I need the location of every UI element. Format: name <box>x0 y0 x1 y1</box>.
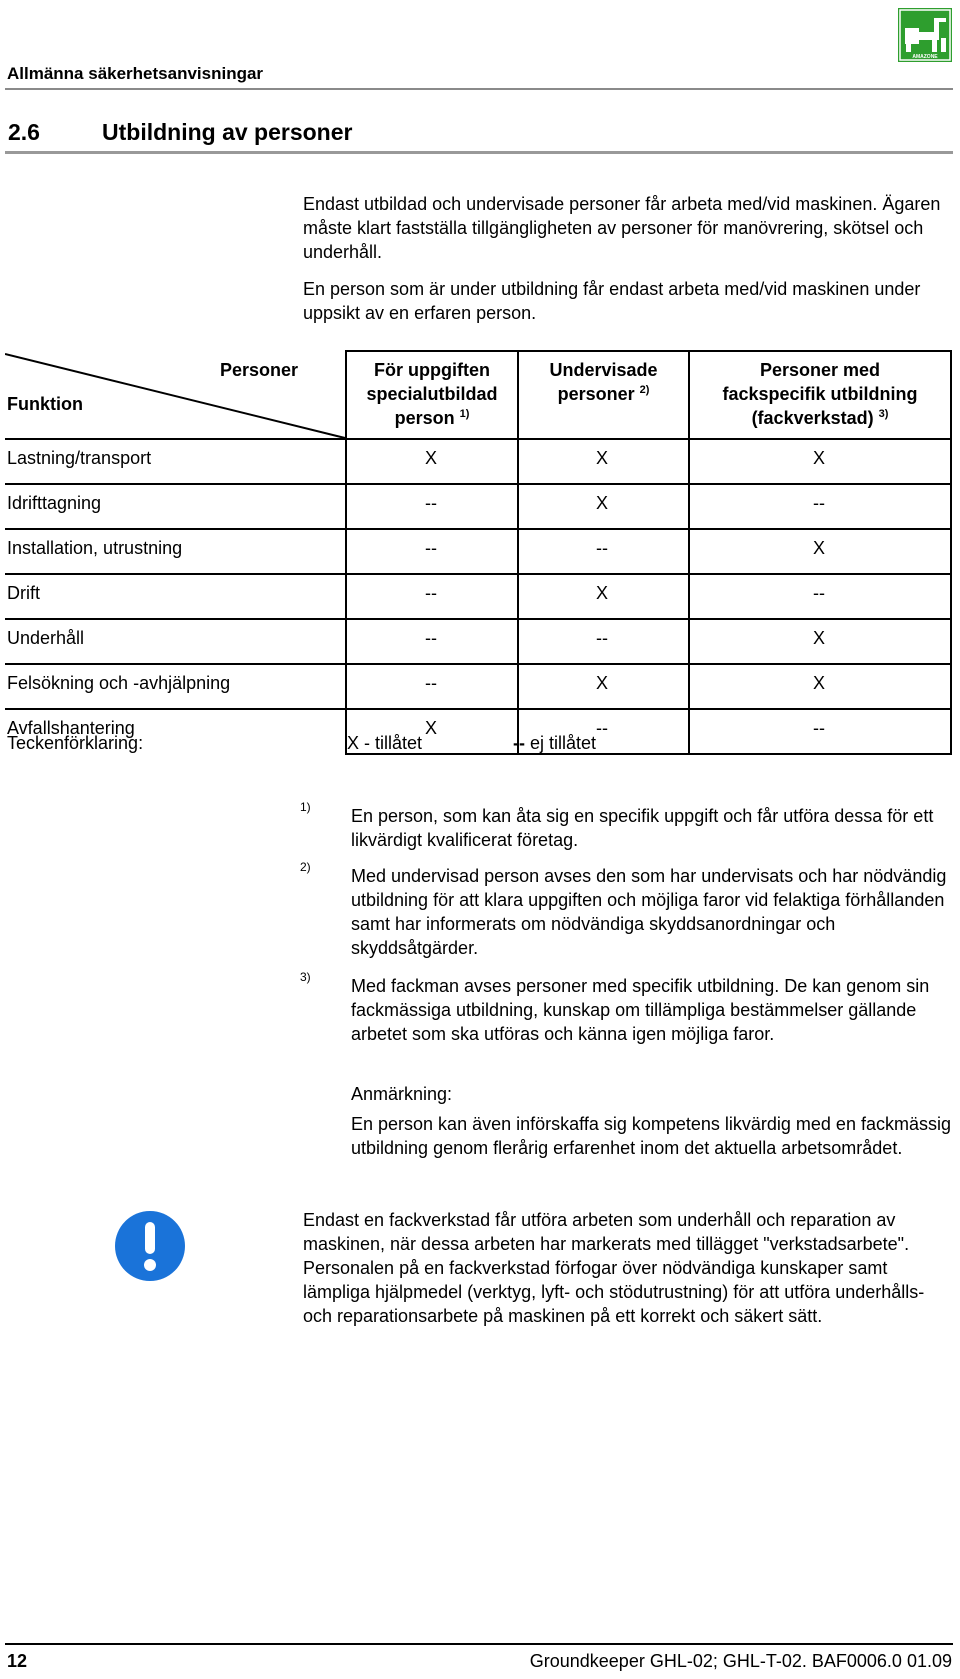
intro-paragraph-2: En person som är under utbildning får endast arbeta med/vid maskinen under uppsikt av en erfaren person. <box>303 279 921 323</box>
table-cell: X <box>812 538 825 558</box>
table-cell: X <box>595 583 608 603</box>
table-row-label: Idrifttagning <box>7 493 102 513</box>
section-rule <box>5 151 953 154</box>
table-cell: -- <box>813 718 825 738</box>
table-cell: -- <box>596 538 608 558</box>
footnote-text-1: En person, som kan åta sig en specifik uppgift och får utföra dessa för ett likvärdigt kvalificerat företag. <box>351 806 934 850</box>
legend-label: Teckenförklaring: <box>7 733 144 753</box>
table-cell: X <box>812 673 825 693</box>
table-row-label: Avfallshantering <box>7 718 135 738</box>
footnote-text-2: Med undervisad person avses den som har undervisats och har nödvändig utbildning för att klara uppgiften och möjliga faror vid felaktiga förhållanden samt har informerats om nödvändiga skyddsanordningar och skyddsåtgärder. <box>351 866 947 958</box>
footer-rule <box>5 1643 953 1645</box>
legend-not-allowed: -- ej tillåtet <box>513 733 597 753</box>
col-header-workshop: Personer med fackspecifik utbildning (fackverkstad) $^{3)}$ <box>722 360 918 428</box>
table-cell: -- <box>425 538 437 558</box>
table-cell: -- <box>813 493 825 513</box>
document-id: Groundkeeper GHL-02; GHL-T-02. BAF0006.0 01.09 <box>529 1651 952 1671</box>
amazone-logo <box>898 8 952 62</box>
page-number: 12 <box>7 1651 28 1671</box>
header-title: Allmänna säkerhetsanvisningar <box>7 64 264 83</box>
workshop-notice: Endast en fackverkstad får utföra arbeten som underhåll och reparation av maskinen, när dessa arbeten har markerats med tillägget "verkstadsarbete". Personalen på en fackverkstad förfogar över nödvändiga kunskaper samt lämpliga hjälpmedel (verktyg, lyft- och stödutrustning) för att utföra underhålls- och reparationsarbete på maskinen på ett korrekt och säkert sätt. <box>303 1210 925 1326</box>
table-cell: -- <box>425 583 437 603</box>
corner-funktion: Funktion <box>7 394 83 414</box>
table-cell: -- <box>425 628 437 648</box>
table-cell: -- <box>425 673 437 693</box>
col-header-instructed: Undervisade personer $^{2)}$ <box>549 360 658 404</box>
legend-allowed: X - tillåtet <box>347 733 423 753</box>
table-cell: -- <box>596 628 608 648</box>
table-cell: -- <box>596 718 608 738</box>
table-cell: X <box>595 493 608 513</box>
section-heading <box>8 119 352 146</box>
table-row-label: Underhåll <box>7 628 85 648</box>
table-cell: -- <box>813 583 825 603</box>
table-row-label: Drift <box>7 583 40 603</box>
footnote-mark-1: 1) <box>300 800 311 814</box>
section-number: 2.6 <box>8 119 40 145</box>
note-label: Anmärkning: <box>351 1084 453 1104</box>
footnote-mark-3: 3) <box>300 970 311 984</box>
col-header-specialist: För uppgiften specialutbildad person $^{1)}$ <box>366 360 498 428</box>
footnote-mark-2: 2) <box>300 860 311 874</box>
table-cell: X <box>812 628 825 648</box>
table-cell: X <box>595 448 608 468</box>
section-title: Utbildning av personer <box>102 119 353 145</box>
training-table <box>5 350 952 758</box>
footnote-text-3: Med fackman avses personer med specifik utbildning. De kan genom sin fackmässiga utbildning, kunskap om tillämpliga bestämmelser gällande arbetet som ska utföras och känna igen möjliga faror. <box>351 976 930 1044</box>
note-text: En person kan även införskaffa sig kompetens likvärdig med en fackmässig utbildning genom flerårig erfarenhet inom det aktuella arbetsområdet. <box>351 1114 951 1158</box>
corner-personer: Personer <box>220 360 299 380</box>
header-rule <box>5 88 953 90</box>
table-row-label: Installation, utrustning <box>7 538 183 558</box>
table-cell: X <box>424 718 437 738</box>
table-cell: X <box>812 448 825 468</box>
intro-paragraph-1: Endast utbildad och undervisade personer får arbeta med/vid maskinen. Ägaren måste klart fastställa tillgängligheten av personer för manövrering, skötsel och underhåll. <box>303 194 941 262</box>
exclamation-info-icon <box>114 1210 186 1282</box>
logo-text: AMAZONE <box>912 54 938 60</box>
table-row-label: Lastning/transport <box>7 448 152 468</box>
table-row-label: Felsökning och -avhjälpning <box>7 673 231 693</box>
table-cell: -- <box>425 493 437 513</box>
table-cell: X <box>595 673 608 693</box>
table-cell: X <box>424 448 437 468</box>
